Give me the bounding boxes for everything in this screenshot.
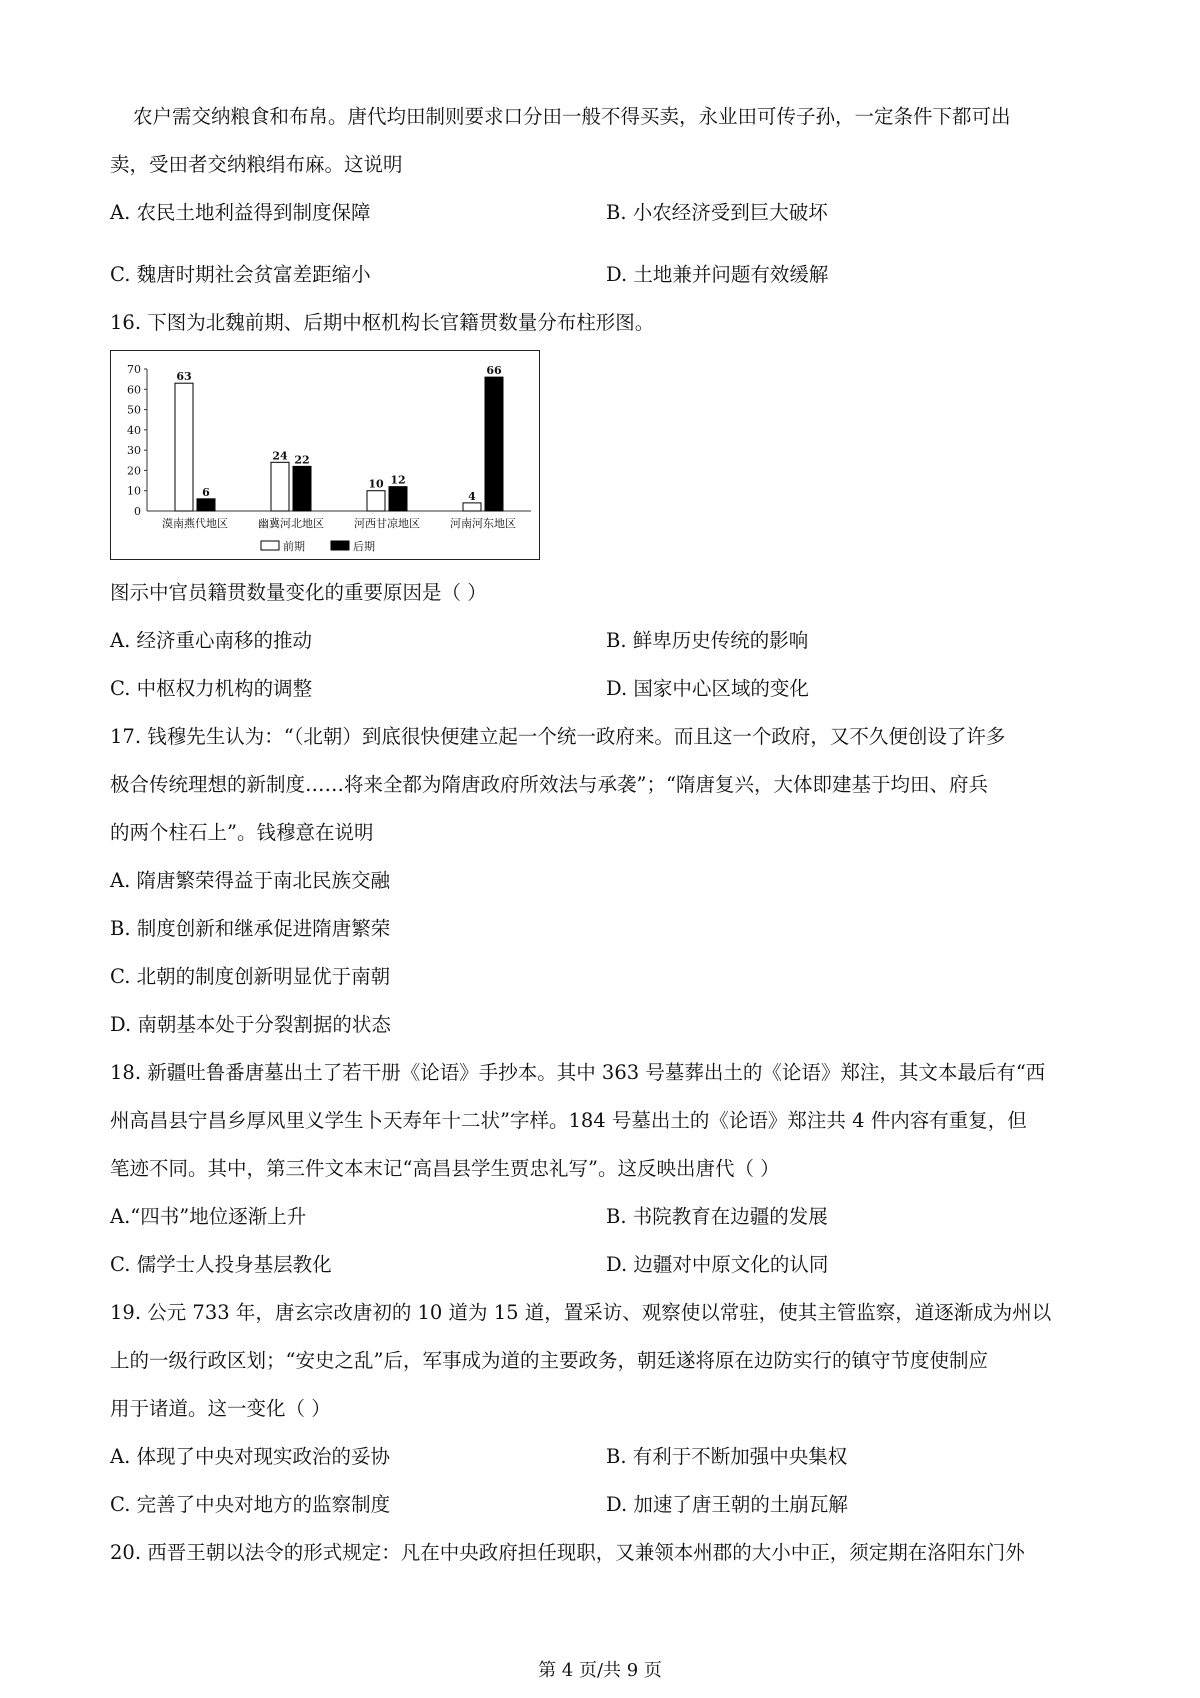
- bar-chart-svg: [111, 351, 541, 561]
- data-label: 6: [202, 485, 210, 499]
- data-label: 66: [486, 364, 502, 378]
- q19-line3: 用于诸道。这一变化（ ）: [110, 1397, 331, 1420]
- q19-option-d: D. 加速了唐王朝的土崩瓦解: [606, 1493, 848, 1516]
- legend-swatch-前期: [261, 541, 279, 550]
- q19-option-b: B. 有利于不断加强中央集权: [606, 1445, 848, 1468]
- bar-后期-2: [389, 487, 407, 511]
- legend-swatch-后期: [331, 541, 349, 550]
- legend-label: 前期: [283, 540, 305, 553]
- q15-line1: 农户需交纳粮食和布帛。唐代均田制则要求口分田一般不得买卖，永业田可传子孙，一定条件下都可出: [133, 105, 1011, 128]
- q16-stem: 16. 下图为北魏前期、后期中枢机构长官籍贯数量分布柱形图。: [110, 311, 655, 334]
- bar-前期-3: [463, 503, 481, 511]
- q18-line2: 州高昌县宁昌乡厚风里义学生卜天寿年十二状”字样。184 号墓出土的《论语》郑注共 4 件内容有重复，但: [110, 1109, 1027, 1132]
- q17-option-d: D. 南朝基本处于分裂割据的状态: [110, 1013, 391, 1036]
- bar-前期-1: [271, 462, 289, 511]
- data-label: 22: [294, 453, 310, 467]
- q18-option-a: A.“四书”地位逐渐上升: [110, 1205, 307, 1228]
- y-tick-label: 30: [127, 444, 141, 458]
- q18-line3: 笔迹不同。其中，第三件文本末记“高昌县学生贾忠礼写”。这反映出唐代（ ）: [110, 1157, 780, 1180]
- q17-option-b: B. 制度创新和继承促进隋唐繁荣: [110, 917, 391, 940]
- category-label: 漠南燕代地区: [162, 517, 228, 530]
- q15-option-a: A. 农民土地利益得到制度保障: [110, 201, 371, 224]
- q17-line1: 17. 钱穆先生认为：“（北朝）到底很快便建立起一个统一政府来。而且这一个政府，又不久便创设了许多: [110, 725, 1006, 748]
- bar-前期-0: [175, 383, 193, 511]
- q15-option-b: B. 小农经济受到巨大破坏: [606, 201, 828, 224]
- y-tick-label: 0: [134, 505, 141, 518]
- q19-line2: 上的一级行政区划；“安史之乱”后，军事成为道的主要政务，朝廷遂将原在边防实行的镇守节度使制应: [110, 1349, 988, 1372]
- bar-后期-1: [293, 466, 311, 511]
- q17-line2: 极合传统理想的新制度……将来全都为隋唐政府所效法与承袭”；“隋唐复兴，大体即建基于均田、府兵: [110, 773, 988, 796]
- category-label: 河南河东地区: [450, 517, 516, 530]
- q16-question: 图示中官员籍贯数量变化的重要原因是（ ）: [110, 581, 487, 604]
- data-label: 24: [272, 449, 288, 463]
- q18-option-c: C. 儒学士人投身基层教化: [110, 1253, 332, 1276]
- q16-option-c: C. 中枢权力机构的调整: [110, 677, 313, 700]
- q18-option-b: B. 书院教育在边疆的发展: [606, 1205, 828, 1228]
- y-tick-label: 20: [127, 464, 141, 478]
- q15-option-d: D. 土地兼并问题有效缓解: [606, 263, 829, 286]
- legend-label: 后期: [353, 540, 375, 553]
- q17-line3: 的两个柱石上”。钱穆意在说明: [110, 821, 374, 844]
- category-label: 幽冀河北地区: [258, 517, 324, 530]
- category-label: 河西甘凉地区: [354, 517, 420, 530]
- q16-option-a: A. 经济重心南移的推动: [110, 629, 312, 652]
- data-label: 63: [176, 370, 192, 384]
- q17-option-a: A. 隋唐繁荣得益于南北民族交融: [110, 869, 390, 892]
- y-tick-label: 40: [127, 423, 141, 437]
- q20-line1: 20. 西晋王朝以法令的形式规定：凡在中央政府担任现职，又兼领本州郡的大小中正，须定期在洛阳东门外: [110, 1541, 1025, 1564]
- data-label: 12: [390, 473, 406, 487]
- q18-line1: 18. 新疆吐鲁番唐墓出土了若干册《论语》手抄本。其中 363 号墓葬出土的《论语》郑注，其文本最后有“西: [110, 1061, 1046, 1084]
- q15-line2: 卖，受田者交纳粮绢布麻。这说明: [110, 153, 403, 176]
- q16-option-b: B. 鲜卑历史传统的影响: [606, 629, 809, 652]
- q17-option-c: C. 北朝的制度创新明显优于南朝: [110, 965, 391, 988]
- y-tick-label: 60: [127, 383, 141, 397]
- data-label: 10: [368, 477, 384, 491]
- bar-后期-0: [197, 499, 215, 511]
- y-tick-label: 70: [127, 363, 141, 376]
- y-tick-label: 50: [127, 403, 141, 417]
- q15-option-c: C. 魏唐时期社会贫富差距缩小: [110, 263, 371, 286]
- q19-option-a: A. 体现了中央对现实政治的妥协: [110, 1445, 390, 1468]
- q16-option-d: D. 国家中心区域的变化: [606, 677, 809, 700]
- bar-chart: [110, 350, 540, 560]
- bar-前期-2: [367, 491, 385, 511]
- q19-option-c: C. 完善了中央对地方的监察制度: [110, 1493, 391, 1516]
- q18-option-d: D. 边疆对中原文化的认同: [606, 1253, 829, 1276]
- bar-后期-3: [485, 377, 503, 511]
- q19-line1: 19. 公元 733 年，唐玄宗改唐初的 10 道为 15 道，置采访、观察使以常驻，使其主管监察，道逐渐成为州以: [110, 1301, 1052, 1324]
- y-tick-label: 10: [127, 484, 141, 498]
- page-footer: 第 4 页/共 9 页: [538, 1660, 662, 1681]
- data-label: 4: [468, 489, 476, 503]
